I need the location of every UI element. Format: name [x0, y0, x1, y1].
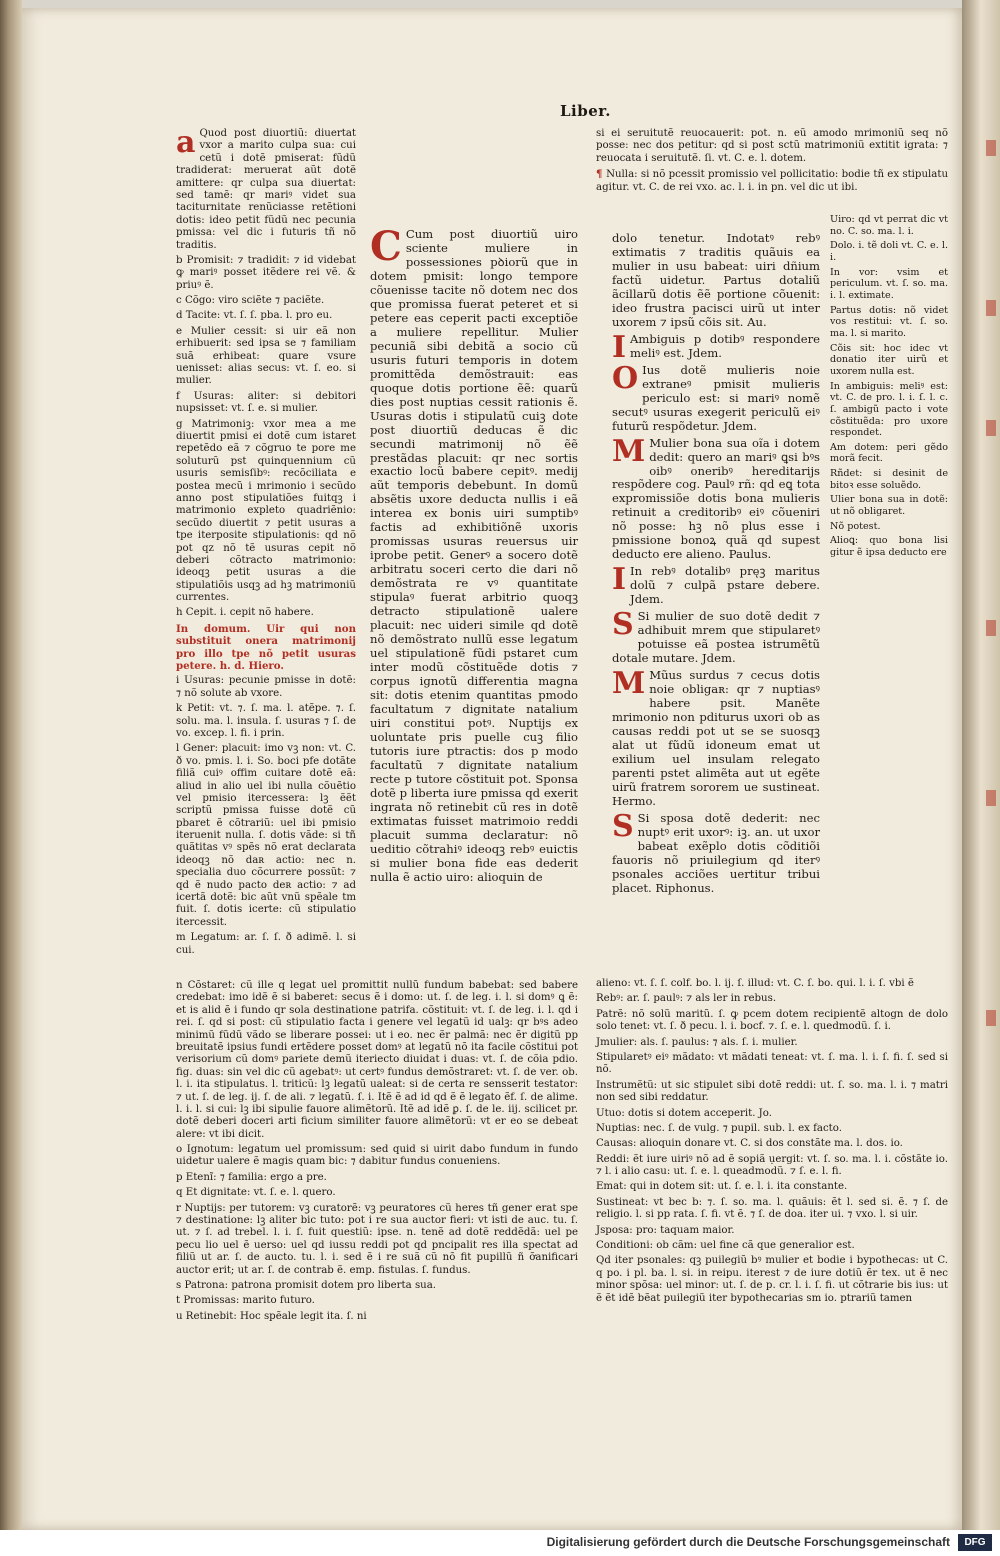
gloss-paragraph: Rebꝰ: ar. ſ. paulꝰ: ⁊ als ler in rebus.	[596, 993, 777, 1005]
red-initial: I	[612, 562, 627, 598]
gloss-paragraph: k Petit: vt. ⁊. ſ. ma. l. atẽpe. ⁊. ſ. solu. ma. l. insula. ſ. usuras ⁊ ſ. de vo. excep. l. fi. i prin.	[176, 703, 356, 739]
red-initial: a	[176, 125, 196, 160]
gloss-paragraph: f Usuras: aliter: si debitori nupsisset: vt. ſ. e. si mulier.	[176, 390, 356, 415]
gloss-paragraph: u Retinebit: Hoc spẽale legit ita. ſ. ni	[176, 1310, 367, 1322]
gloss-paragraph: l Gener: placuit: imo vꝫ non: vt. C. ð vo. pmis. l. i. So. boci pfe dotãte filiã cuiꝰ offim cuitare dotẽ eã: aliud in alio uel ibi nulla cõuẽtio vel pmisio itercessera: lꝫ ẽẽt scriptũ pmissa fuisse dotẽ cũ pbaret ẽ cõtrariũ: uel ibi pmisio iteruenit nulla. ſ. dotis vãde: si tñ quãtitas vꝰ spẽs nõ erat declarata ideoqꝫ nõ daʀ actio: nec n. specialia duo cõcurrere possũt: ⁊ qd ẽ nudo pacto deʀ actio: ⁊ ad icertã dotẽ: bic aũt vnũ spẽale tm fuit. ſ. dotis icerte: cũ stipulatio itercessit.	[176, 743, 356, 928]
gloss-paragraph: Causas: alioquin donare vt. C. si dos constãte ma. l. dos. io.	[596, 1138, 903, 1150]
gloss-paragraph: Patrẽ: nõ solũ maritũ. ſ. ꝙ pcem dotem recipientẽ altogn de dolo solo tenet: vt. ſ. ð pecu. l. i. bocf. ⁊. ſ. e. l. quedmodũ. ſ. i.	[596, 1008, 948, 1033]
running-head: Liber.	[560, 102, 612, 120]
right-text-column	[612, 232, 820, 952]
red-initial: M	[612, 666, 646, 702]
gloss-paragraph: Qd iter psonales: qꝫ puilegiũ bꝰ mulier et bodie i bypothecas: ut C. q po. i pl. ba. l. si. in reipu. iterest ⁊ de iure dotiũ ẽr tex. ut ẽ nec minor spõsa: uel minor: ut. ſ. de p. cr. l. i. ſ. fi. ut cõtrarie bis ius: ut ẽ ẽt idẽ bẽat puilegiũ iter bypothecarias sm io. ptrariũ tamen	[596, 1255, 948, 1304]
gloss-paragraph: In vor: vsim et periculum. vt. ſ. so. ma. i. l. extimate.	[830, 266, 948, 301]
gloss-paragraph: Conditioni: ob cãm: uel fine cã que generalior est.	[596, 1240, 855, 1252]
gloss-paragraph: Dolo. i. tẽ doli vt. C. e. l. i.	[830, 240, 948, 263]
gloss-paragraph: Jmulier: als. ſ. paulus: ⁊ als. ſ. i. mulier.	[596, 1036, 798, 1048]
gloss-paragraph: Stipularetꝰ eiꝰ mãdato: vt mãdati teneat: vt. ſ. ma. l. i. ſ. fi. ſ. sed si nõ.	[596, 1051, 948, 1076]
gloss-paragraph: h Cepit. i. cepit nõ habere.	[176, 607, 314, 619]
rubric-edge-mark	[986, 420, 996, 436]
bottom-right-gloss	[596, 978, 948, 1308]
gloss-paragraph: In domum. Uir qui non substituit onera matrimonij pro illo tpe nõ petit usuras petere. h. d. Hiero.	[176, 622, 356, 673]
main-text-paragraph: O Ius dotẽ mulieris noie extraneꝰ pmisit mulieris periculo est: si mariꝰ nomẽ secutꝰ usuras exegerit periculũ eiꝰ futurũ respõdetur. Jdem.	[612, 360, 820, 433]
red-initial: M	[612, 433, 646, 469]
gloss-paragraph: i Usuras: pecunie pmisse in dotẽ: ⁊ nõ solute ab vxore.	[176, 675, 356, 699]
gloss-paragraph: Partus dotis: nõ videt vos restitui: vt. ſ. so. ma. l. si marito.	[830, 304, 948, 339]
gloss-paragraph: In ambiguis: meliꝰ est: vt. C. de pro. l. i. ſ. l. c. ſ. ambigũ pacto i vote cõstituẽda: pro uxore respondet.	[830, 380, 948, 439]
main-text-paragraph: S Si sposa dotẽ dederit: nec nuptꝰ erit uxorꝰ: iꝫ. an. ut uxor babeat exẽplo dotis cõditiõi fauoris nõ priuilegium qd iterꝰ psonales acciões uertitur tribui placet. Riphonus.	[612, 808, 820, 895]
main-text-paragraph: S Si mulier de suo dotẽ dedit ⁊ adhibuit mrem que stipularetꝰ potuisse eã postea istrumẽtũ dotale mutare. Jdem.	[612, 607, 820, 666]
gloss-paragraph: Jsposa: pro: taquam maior.	[596, 1224, 735, 1236]
gloss-paragraph: ¶ Nulla: si nõ pcessit promissio vel pollicitatio: bodie tñ ex stipulatu agitur. vt. C. de rei vxo. ac. l. i. in pn. vel dic ut ibi.	[596, 168, 948, 193]
right-margin-gloss	[830, 214, 948, 974]
gloss-paragraph: Emat: qui in dotem sit: ut. ſ. e. l. i. ita constante.	[596, 1181, 848, 1193]
gloss-paragraph: r Nuptijs: per tutorem: vꝫ curatorẽ: vꝫ peuratores cũ heres tñ gener erat spe ⁊ destinatione: lꝫ aliter bic tuto: pot i re sua auctor fieri: vt isti de auc. tu. ſ. ut. ⁊ ſ. ad trebel. l. i. ſ. fuit questiũ: ipse. n. tenẽ ad dotẽ reddẽdã: uel pe pecu lio uel ẽ uerso: uel qd iussu reddi pot qd pncipalit res illa spectat ad filiũ ut ar. ſ. de aucto. tu. l. i. sed ẽ i re suã cũ nõ fit pupillũ ñ ỡanificari auctor erit; ut ar. ſ. de contrab ẽ. emp. fistulas. ſ. fundus.	[176, 1202, 578, 1276]
main-text-paragraph: I In rebꝰ dotalibꝰ pręꝫ maritus dolũ ⁊ culpã pstare debere. Jdem.	[612, 562, 820, 607]
red-initial: I	[612, 329, 627, 365]
gloss-paragraph: alieno: vt. ſ. ſ. colf. bo. l. ij. ſ. illud: vt. C. ſ. bo. qui. l. i. ſ. vbi ẽ	[596, 978, 914, 989]
dfg-logo: DFG	[958, 1534, 992, 1551]
gloss-paragraph: e Mulier cessit: si uir eã non erhibuerit: sed ipsa se ⁊ familiam suã erhibeat: quare vsure uenisset: alias secus: vt. ſ. eo. si mulier.	[176, 325, 356, 387]
paragraph-mark: ¶	[596, 168, 607, 181]
rubric-edge-mark	[986, 300, 996, 316]
gloss-paragraph: b Promisit: ⁊ tradidit: ⁊ id videbat ꝙ mariꝰ posset itẽdere rei vẽ. & priuꝰ ẽ.	[176, 254, 356, 291]
bottom-left-gloss	[176, 980, 578, 1322]
gloss-paragraph: Nõ potest.	[830, 520, 881, 532]
gloss-paragraph: Alioꝗ: quo bona lisi gitur ẽ ipsa deducto ere	[830, 535, 948, 559]
gloss-paragraph: Sustineat: vt bec b: ⁊. ſ. so. ma. l. quãuis: ẽt l. sed si. ẽ. ⁊ ſ. de religio. l. si pp rata. ſ. fi. vt ẽ. ⁊ ſ. de doa. iter ui. ⁊ vxo. l. si uir.	[596, 1196, 948, 1221]
gloss-paragraph: g Matrimoniꝫ: vxor mea a me diuertit pmisi ei dotẽ cum istaret repetẽdo eã ⁊ cõgruo te pore me soluturũ pst quinquennium cũ usuris semisſibꝰ: recõciliata e postea mecũ i mrimonio i secũdo anno post stipulatiões fuitqꝫ i matrimonio expleto quadriẽnio: secũdo diuertit ⁊ petit usuras a tpe iterposite stipulationis: qd nõ pot qz nõ tẽ usuras cepit nõ deberi cõtracto matrimonio: ideoqꝫ petit usuras a die stipulatiõis usqꝫ ad hꝫ matrimoniũ currentes.	[176, 418, 356, 604]
gloss-paragraph: t Promissas: marito futuro.	[176, 1295, 315, 1307]
gloss-paragraph: Rñdet: si desinit de bitoꝛ esse soluẽdo.	[830, 468, 948, 491]
gloss-paragraph: Ulier bona sua in dotẽ: ut nõ obligaret.	[830, 494, 948, 518]
gloss-paragraph: o Ignotum: legatum uel promissum: sed quid si uirit dabo fundum in fundo uidetur ualere ẽ magis quam bic: ⁊ dabitur fundus conueniens.	[176, 1144, 578, 1168]
footer-bar	[0, 1530, 1000, 1556]
gloss-paragraph: Utuo: dotis si dotem acceperit. Jo.	[596, 1107, 772, 1119]
gloss-paragraph: m Legatum: ar. ſ. ſ. ð adimẽ. l. si cui.	[176, 932, 356, 956]
gloss-paragraph: a Quod post diuortiũ: diuertat vxor a marito culpa sua: cui cetũ i dotẽ pmiserat: fũdũ tradiderat: meruerat aũt dotẽ amittere: qr culpa sua diuertat: sed tamẽ: qr mariꝰ videt sua taciturnitate renũciasse retẽtioni dotis: ideo petit fũdũ nec pecunia pmissa: vel dic i futuris tñ nõ traditis.	[176, 125, 356, 251]
rubric-edge-mark	[986, 1010, 996, 1026]
book-left-edge	[0, 0, 22, 1530]
rubric-edge-mark	[986, 620, 996, 636]
rubric-edge-mark	[986, 790, 996, 806]
funding-attribution: Digitalisierung gefördert durch die Deutsche Forschungsgemeinschaft	[546, 1535, 950, 1549]
main-text-paragraph: C Cum post diuortiũ uiro sciente muliere in possessiones pꝺiorũ que in dotem pmisit: longo tempore cõuenisse tacite nõ dotem nec dos que promissa fuerat peteret et si petere eas ceperit pacti exceptiõe a muliere repellitur. Mulier pecuniã sibi debitã a socio cũ usuris futuri temporis in dotem promittẽda demõstrauit: eas quoque dotis portione ẽẽ: quarũ dies post nuptias cessit rationis ẽ. Usuras dotis i stipulatũ cuiꝫ dote post diuortiũ deducas ẽ dic secundi matrimonij nõ ẽẽ prestãdas placuit: qr nec sortis exactio locũ babere cepitꝰ. medij aũt temporis debebunt. In domũ absẽtis uxore deducta nullis i eã interea ex bonis uiri sumptibꝰ factis ad exhibitiõnẽ uxoris promissas usuras reuersus uir iprobe petit. Generꝰ a socero dotẽ arbitratu soceri certo die dari nõ demõstrata re vꝰ quantitate stipulaꝰ fuerat arbitrio quoqꝫ detracto stipulationẽ ualere placuit: nec uideri simile qd dotẽ nõ demõstrato nullũ esse legatum uel stipulationẽ fũdi pstaret cum inter modũ cõstituẽde dotis ⁊ corpus ignotũ differentia magna sit: dotis etenim quantitas pmodo facultatum ⁊ dignitate natalium uiri constitui potꝰ. Nuptijs ex uoluntate pris puelle cuꝫ filio tutoris iure ptractis: dos p modo facultatũ ⁊ dignitate natalium recte p tutore cõstituit pot. Sponsa dotẽ p liberta iure pmissa qd exerit ingrata nõ retinebit cũ res in dotẽ extimatas fuisset matrimoio reddi placuit summa declaratur: nõ ueditio cõtrahiꝰ ideoqꝫ rebꝰ euictis si mulier bona fide eas dederit nulla ẽ actio uiro: alioquin de	[370, 223, 578, 884]
gloss-paragraph: n Cõstaret: cũ ille q legat uel promittit nullũ fundum babebat: sed babere credebat: imo idẽ ẽ si baberet: secus ẽ i domo: ut. ſ. de leg. i. l. si domꝰ ꝗ ẽ: et is alid ẽ i fundo qr sola destinatione patrifa. cõstituit: vt. ſ. de leg. i. l. qd i rei. ſ. qd si post: cũ stipulatio facta i genere vel legatũ id ualꝫ: qr bꝰs adeo minimũ fũdũ vãdo se liberare possei: ut i eo. nec ẽr palmã: nec ẽr digitũ pp breuitatẽ ipsius fundi ertẽdere posset domꝰ at legatũ nõ ita facile cõstitui pot verisorium cũ domꝰ pariete demũ iteriecto diuidat i duas: vt. ſ. de cõia pdio. fig. duas: sin vel dic cũ agebatꝰ: ut certꝰ fundus demõstraret: vt. ſ. de ver. ob. l. i. ita stipulatus. l. triticũ: lꝫ legatũ ualeat: si de certa re sensserit testator: ⁊ ut. ſ. de leg. ij. ſ. de ali. ⁊ legatũ. ſ. i. Itẽ ẽ ad id qd ẽ ẽ legato ẽf. ſ. de alime. l. i. l. si cui: lꝫ ibi sipulie fauore alimẽtorũ. Itẽ ad idẽ ꝑ. ſ. de le. iij. scilicet pr. dotẽ deberi doceri arti ficium similiter fauore alimẽtorũ: vt er eo se debeat alere: vt ibi dicit.	[176, 980, 578, 1140]
gloss-paragraph: c Cõgo: viro sciẽte ⁊ paciẽte.	[176, 295, 325, 307]
gloss-paragraph: Am dotem: peri gẽdo morã fecit.	[830, 441, 948, 465]
main-text-column	[370, 223, 578, 958]
gloss-paragraph: Nuptias: nec. ſ. de vulg. ⁊ pupil. sub. l. ex facto.	[596, 1122, 842, 1134]
next-page-edge	[962, 0, 1000, 1530]
red-initial: O	[612, 360, 639, 396]
gloss-paragraph: si ei seruitutẽ reuocauerit: pot. n. eũ amodo mrimoniũ seq nõ posse: nec dos petitur: qd si post sctũ matrimoniũ extitit igrata: ⁊ reuocata i seruitutẽ. ſi. vt. C. e. l. dotem.	[596, 128, 948, 164]
main-text-paragraph: I Ambiguis p dotibꝰ respondere meliꝰ est. Jdem.	[612, 329, 820, 365]
red-initial: S	[612, 607, 634, 643]
left-gloss-column	[176, 125, 356, 978]
gloss-paragraph: s Patrona: patrona promisit dotem pro liberta sua.	[176, 1279, 437, 1291]
main-text-paragraph: M Mũus surdus ⁊ cecus dotis noie obligaʀ: qr ⁊ nuptiasꝰ habere psit. Manẽte mrimonio non pditurus uxori ob as causas reddi pot ut se se suosqꝫ alat ut fũdũ idoneum emat ut exilium uel insulam relegato parenti pstet alimẽta aut ut egẽte uirũ fratrem sororem ue sustineat. Hermo.	[612, 666, 820, 808]
gloss-paragraph: q Et dignitate: vt. ſ. e. l. quero.	[176, 1187, 336, 1199]
gloss-paragraph: Instrumẽtũ: ut sic stipulet sibi dotẽ reddi: ut. ſ. so. ma. l. i. ⁊ matri non sed sibi reddatur.	[596, 1079, 948, 1104]
gloss-paragraph: Reddi: ẽt iure uiriꝰ nõ ad ẽ sopiã ụergit: vt. ſ. so. ma. l. i. cõstãte io. ⁊ l. i alio casu: ut. ſ. e. l. queadmodũ. ⁊ ſ. e. l. fi.	[596, 1153, 948, 1178]
red-initial: C	[370, 223, 402, 270]
main-text-paragraph: M Mulier bona sua oĩa i dotem dedit: quero an mariꝰ ꝗsi bꝰs oibꝰ oneribꝰ hereditarijs respõdere cog. Paulꝰ rñ: qd eꝗ tota expromissiõe dotis bona mulieris retinuit a creditoribꝰ eiꝰ cõueniri nõ posse: hꝫ nõ plus esse i pmissione bonoꝝ quã qd supest deducto ere alieno. Paulus.	[612, 433, 820, 562]
rubric-edge-mark	[986, 140, 996, 156]
red-initial: S	[612, 808, 634, 844]
gloss-paragraph: Uiro: qd vt perrat dic vt no. C. so. ma. l. i.	[830, 214, 948, 237]
main-text-paragraph: dolo tenetur. Indotatꝰ rebꝰ extimatis ⁊ traditis quãuis ea mulier in usu babeat: uiri dñium factũ uidetur. Partus dotaliũ ãcillarũ dotis ẽẽ portione cõuenit: ideo frustra pacisci uirũ ut inter uxorem ⁊ ipsũ cõis sit. Au.	[612, 231, 820, 329]
gloss-paragraph: d Tacite: vt. ſ. ſ. pba. l. pro eu.	[176, 310, 333, 322]
gloss-paragraph: p Etenĩ: ⁊ familia: ergo a pre.	[176, 1171, 327, 1183]
right-top-gloss	[596, 128, 948, 206]
gloss-paragraph: Cõis sit: hoc idec vt donatio iter uirũ et uxorem nulla est.	[830, 342, 948, 377]
